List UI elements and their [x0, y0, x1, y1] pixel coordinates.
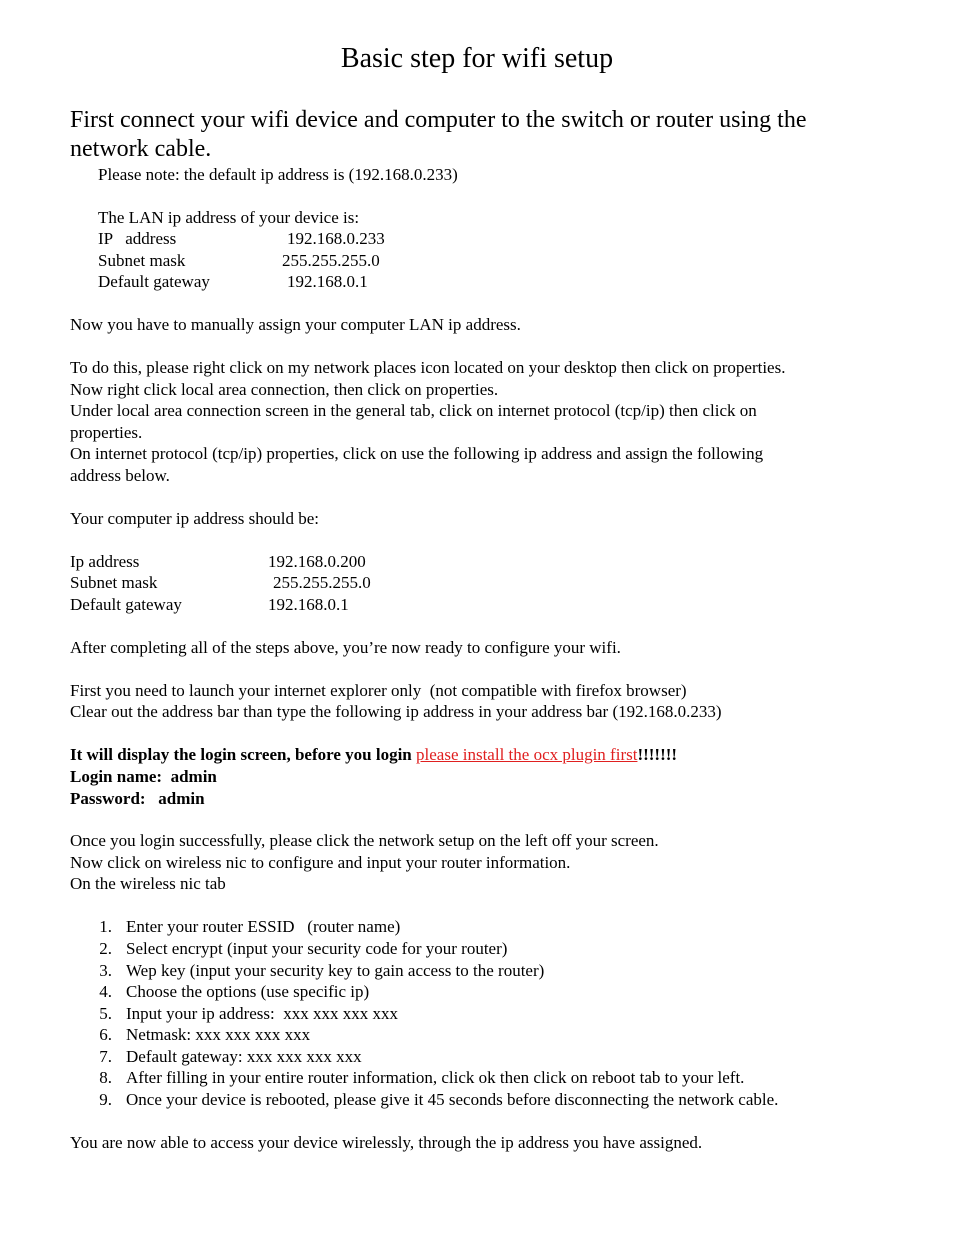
computer-subnet-value: 255.255.255.0: [273, 573, 371, 592]
step-number: 4.: [99, 982, 112, 1001]
login-warning-prefix: It will display the login screen, before you login: [70, 745, 417, 764]
step-text: Select encrypt (input your security code for your router): [126, 939, 508, 958]
computer-gateway-label: Default gateway: [70, 595, 182, 614]
step-number: 5.: [99, 1004, 112, 1023]
after-login-line: Once you login successfully, please click the network setup on the left off your screen.: [70, 831, 659, 850]
step-text: Once your device is rebooted, please give it 45 seconds before disconnecting the network cable.: [126, 1090, 779, 1109]
after-login-line: Now click on wireless nic to configure and input your router information.: [70, 853, 571, 872]
section-heading: First connect your wifi device and computer to the switch or router using the network cable.: [70, 107, 807, 162]
login-warning: [70, 744, 677, 766]
ready-text: After completing all of the steps above, you’re now ready to configure your wifi.: [70, 638, 621, 657]
device-gateway-label: Default gateway: [98, 272, 210, 291]
instruction-line: address below.: [70, 466, 170, 485]
after-login-line: On the wireless nic tab: [70, 874, 226, 893]
manual-assign-text: Now you have to manually assign your computer LAN ip address.: [70, 315, 521, 334]
computer-ip-intro: Your computer ip address should be:: [70, 509, 319, 528]
instruction-line: properties.: [70, 423, 143, 442]
instruction-line: Under local area connection screen in the general tab, click on internet protocol (tcp/ip) then click on: [70, 401, 757, 420]
device-gateway-value: 192.168.0.1: [287, 272, 368, 291]
device-lan-intro: The LAN ip address of your device is:: [98, 208, 360, 227]
browser-line: Clear out the address bar than type the following ip address in your address bar (192.168.0.233): [70, 702, 722, 721]
step-number: 2.: [99, 939, 112, 958]
step-number: 1.: [99, 917, 112, 936]
step-text: Default gateway: xxx xxx xxx xxx: [126, 1047, 362, 1066]
device-ip-label: IP address: [98, 229, 177, 248]
login-warning-suffix: !!!!!!!: [637, 745, 678, 764]
computer-subnet-label: Subnet mask: [70, 573, 158, 592]
instruction-line: Now right click local area connection, then click on properties.: [70, 380, 499, 399]
login-name-line: Login name: admin: [70, 767, 217, 786]
instruction-line: To do this, please right click on my network places icon located on your desktop then click on properties.: [70, 358, 786, 377]
device-ip-value: 192.168.0.233: [287, 229, 385, 248]
step-number: 8.: [99, 1068, 112, 1087]
step-text: After filling in your entire router information, click ok then click on reboot tab to your left.: [126, 1068, 745, 1087]
step-text: Input your ip address: xxx xxx xxx xxx: [126, 1004, 398, 1023]
closing-text: You are now able to access your device wirelessly, through the ip address you have assigned.: [70, 1133, 703, 1152]
step-text: Enter your router ESSID (router name): [126, 917, 401, 936]
step-text: Wep key (input your security key to gain access to the router): [126, 961, 545, 980]
step-text: Choose the options (use specific ip): [126, 982, 370, 1001]
computer-ip-value: 192.168.0.200: [268, 552, 366, 571]
step-number: 6.: [99, 1025, 112, 1044]
ocx-plugin-link[interactable]: please install the ocx plugin first: [416, 745, 638, 764]
document-title: Basic step for wifi setup: [340, 43, 614, 74]
device-subnet-value: 255.255.255.0: [282, 251, 380, 270]
step-number: 3.: [99, 961, 112, 980]
step-text: Netmask: xxx xxx xxx xxx: [126, 1025, 311, 1044]
browser-line: First you need to launch your internet explorer only (not compatible with firefox browser): [70, 681, 687, 700]
default-ip-note: Please note: the default ip address is (192.168.0.233): [98, 165, 458, 184]
step-number: 9.: [99, 1090, 112, 1109]
computer-ip-label: Ip address: [70, 552, 140, 571]
step-number: 7.: [99, 1047, 112, 1066]
computer-gateway-value: 192.168.0.1: [268, 595, 349, 614]
device-subnet-label: Subnet mask: [98, 251, 186, 270]
password-line: Password: admin: [70, 789, 205, 808]
instruction-line: On internet protocol (tcp/ip) properties, click on use the following ip address and assign the following: [70, 444, 764, 463]
